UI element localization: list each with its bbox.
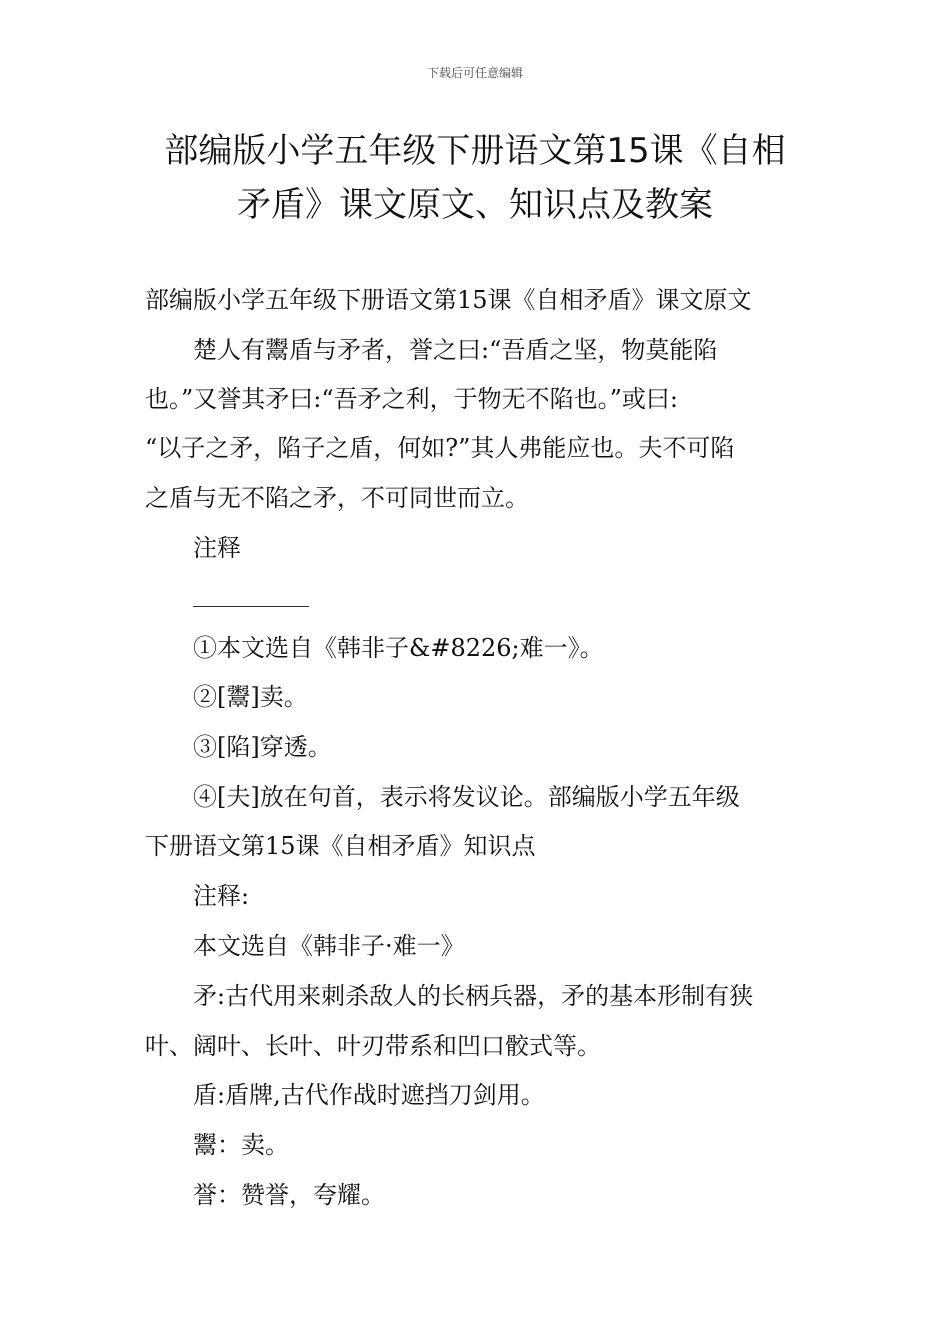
text-line: 之盾与无不陷之矛，不可同世而立。 [145,484,529,512]
annotation-item: 叶、阔叶、长叶、叶刃带系和凹口骹式等。 [145,1032,601,1060]
notes-heading-2: 注释: [193,882,250,910]
text-line: “以子之矛，陷子之盾，何如?”其人弗能应也。夫不可陷 [145,434,735,462]
footnote-divider [193,606,309,607]
header-note: 下载后可任意编辑 [426,66,523,80]
footnote-item: ④[夫]放在句首，表示将发议论。部编版小学五年级 [193,783,740,811]
annotation-item: 本文选自《韩非子·难一》 [193,932,465,960]
annotation-item: 盾:盾牌,古代作战时遮挡刀剑用。 [193,1081,545,1109]
footnote-item: ③[陷]穿透。 [193,733,332,761]
footnote-item: 下册语文第15课《自相矛盾》知识点 [145,832,536,860]
notes-heading: 注释 [193,534,241,562]
document-title [120,124,830,232]
annotation-item: 矛:古代用来刺杀敌人的长柄兵器，矛的基本形制有狭 [193,982,754,1010]
footnote-item: ①本文选自《韩非子&#8226;难一》。 [193,634,604,662]
section-heading-original-text: 部编版小学五年级下册语文第15课《自相矛盾》课文原文 [145,286,752,314]
footnote-item: ②[鬻]卖。 [193,683,308,711]
text-line: 也。”又誉其矛曰:“吾矛之利，于物无不陷也。”或曰: [145,385,678,413]
annotation-item: 誉：赞誉，夸耀。 [193,1181,385,1209]
title-line-2: 矛盾》课文原文、知识点及教案 [237,185,713,225]
annotation-item: 鬻：卖。 [193,1131,289,1159]
text-line: 楚人有鬻盾与矛者，誉之曰:“吾盾之坚，物莫能陷 [193,336,718,364]
title-line-1: 部编版小学五年级下册语文第15课《自相 [164,131,786,171]
